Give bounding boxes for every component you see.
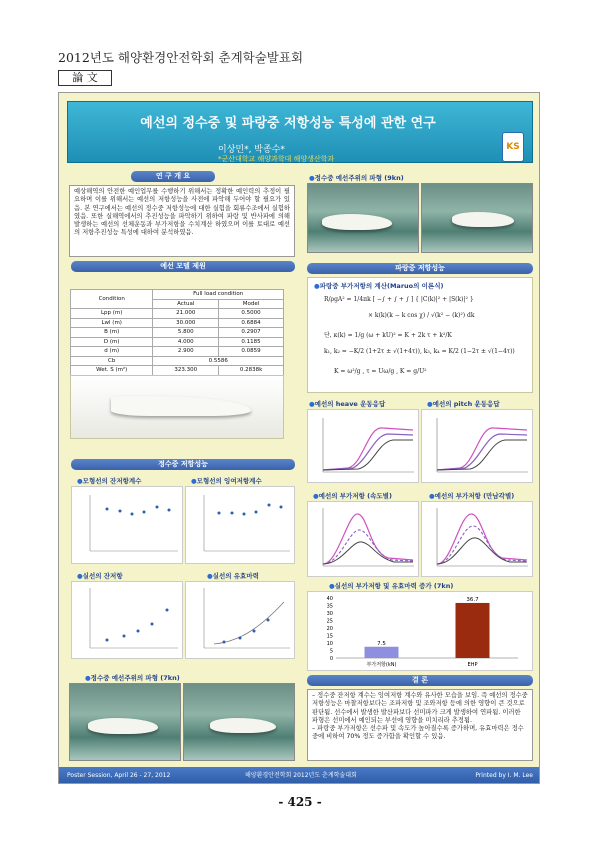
ship-model <box>452 212 514 227</box>
form-point <box>218 512 221 515</box>
table-row: Wet. S (m²) 323.300 0.2838k <box>71 366 284 376</box>
calm-sea-photo-1 <box>307 183 419 253</box>
calm-photo2-heading: ● 정수중 예선주위의 파형 (7kn) <box>85 673 180 682</box>
heave-heading: ● 예선의 heave 운동응답 <box>309 399 385 408</box>
calm-photo-heading: ● 정수중 예선주위의 파형 (9kn) <box>309 173 404 182</box>
formula-4: k₁, k₂ = −K/2 (1+2τ ± √(1+4τ)), k₃, k₄ = K/2 (1−2τ ± √(1−4τ)) <box>324 348 515 355</box>
table-row: B (m) 5.800 0.2907 <box>71 328 284 338</box>
effective-power-chart <box>185 581 295 659</box>
footer-right: Printed by I. M. Lee <box>475 772 533 779</box>
bar-value-label: 7.5 <box>377 640 386 647</box>
pitch-series-2 <box>437 434 527 470</box>
footer-left: Poster Session, April 26 - 27, 2012 <box>67 772 171 779</box>
heave-chart <box>307 409 419 483</box>
friction-point <box>106 508 109 511</box>
poster-title: 예선의 정수중 및 파랑중 저항성능 특성에 관한 연구 <box>140 116 436 131</box>
power-increase-chart <box>307 591 533 671</box>
formula-3: 단, κ(k) = 1/g (ω + kU)² = K + 2k τ + k²/K <box>324 332 452 339</box>
form-factor-chart <box>185 486 295 564</box>
real-point <box>166 609 169 612</box>
poster <box>58 92 540 784</box>
friction-point <box>156 506 159 509</box>
ehp-point <box>239 637 242 640</box>
ship-model <box>210 718 276 733</box>
section-wave: 파랑중 저항성능 <box>307 263 533 274</box>
title-band <box>67 101 533 163</box>
bar-ytick-label: 35 <box>326 603 333 610</box>
table-row: D (m) 4.000 0.1185 <box>71 337 284 347</box>
model-photo <box>70 375 284 439</box>
conclusion-text: – 정수중 잔저항 계수는 잉여저항 계수와 유사한 모습을 보임. 즉 예선의 정수중 저항성능은 마찰저항보다는 조파저항 및 조와저항 등에 의한 영향이 큰 것으로 판단됨. 선수에서 발생한 발산파보다 선미파가 크게 발생하여 연파됨. 이러한 파형은 선미에서 예인되는 부선에 영향을 미치리라 추정됨. – 파랑중 부가저항은 선수파 및 속도가 높아질수록 증가하며, 유효마력은 정수중에 비하여 70% 정도 증가함을 확인할 수 있음. <box>307 689 533 761</box>
university-logo: KS <box>502 132 524 162</box>
bar-0 <box>365 647 399 658</box>
bar-1 <box>456 603 490 658</box>
added-head-chart <box>307 501 419 577</box>
table-row: d (m) 2.900 0.0859 <box>71 347 284 357</box>
friction-point <box>119 510 122 513</box>
bar-ytick-label: 40 <box>326 596 333 602</box>
formula-box <box>307 277 533 393</box>
power-increase-heading: ● 실선의 부가저항 및 유효마력 증가 (7kn) <box>329 581 453 590</box>
formula-heading: ● 파랑중 부가저항의 계산(Maruo의 이론식) <box>314 281 443 290</box>
ehp-point <box>253 630 256 633</box>
form-factor-heading: ● 모형선의 잉여저항계수 <box>191 476 262 485</box>
bar-category-label: EHP <box>467 662 478 668</box>
friction-point <box>143 511 146 514</box>
formula-5: K = ω²/g , τ = Uω/g , K = g/U² <box>334 368 427 375</box>
section-conclusion: 결 론 <box>307 675 533 686</box>
footer-center: 해양환경안전학회 2012년도 춘계학술대회 <box>245 772 357 779</box>
bar-ytick-label: 0 <box>329 656 333 662</box>
added-head-series-3 <box>323 542 413 564</box>
form-point <box>268 504 271 507</box>
real-resistance-heading: ● 실선의 잔저항 <box>77 571 123 580</box>
effective-power-heading: ● 실선의 유효마력 <box>207 571 259 580</box>
heave-series-3 <box>323 440 413 470</box>
article-type-tag: 論 文 <box>58 70 112 86</box>
pitch-heading: ● 예선의 pitch 운동응답 <box>427 399 500 408</box>
real-point <box>123 635 126 638</box>
calm-sea-photo-3 <box>69 683 181 761</box>
ehp-point <box>267 619 270 622</box>
pitch-series-3 <box>437 440 527 470</box>
calm-sea-photo-2 <box>421 183 533 253</box>
formula-2: × k(k)(k − k cos χ) / √(k² − (k)²) dk <box>368 312 475 319</box>
formula-main: R/ρgA² = 1/4πk [ −∫ + ∫ + ∫ ] { |C(k)|² + |S(k)|² } <box>324 296 474 303</box>
table-row: Lwl (m) 30.000 0.6884 <box>71 318 284 328</box>
form-point <box>255 511 258 514</box>
friction-chart <box>71 486 183 564</box>
bar-ytick-label: 15 <box>326 633 333 640</box>
form-point <box>231 512 234 515</box>
real-point <box>151 623 154 626</box>
table-header-model: Model <box>219 299 284 309</box>
bar-value-label: 36.7 <box>466 596 479 603</box>
table-header-actual: Actual <box>153 299 219 309</box>
friction-point <box>168 509 171 512</box>
added-head-heading: ● 예선의 부가저항 (속도별) <box>313 491 392 500</box>
ehp-trend-line <box>214 602 284 644</box>
ship-model <box>322 214 392 230</box>
bar-ytick-label: 25 <box>326 618 333 625</box>
real-point <box>137 630 140 633</box>
bar-ytick-label: 10 <box>326 641 333 647</box>
added-speed-heading: ● 예선의 부가저항 (만남각별) <box>429 491 514 500</box>
calm-sea-photo-4 <box>183 683 295 761</box>
section-overview: 연 구 개 요 <box>131 171 215 182</box>
ehp-point <box>223 641 226 644</box>
bar-ytick-label: 20 <box>326 626 333 632</box>
model-spec-table <box>70 289 284 376</box>
form-point <box>243 513 246 516</box>
friction-heading: ● 모형선의 잔저항계수 <box>77 476 141 485</box>
conference-header: 2012년도 해양환경안전학회 춘계학술발표회 <box>58 50 304 65</box>
section-calm: 정수중 저항성능 <box>71 459 295 470</box>
section-model: 예선 모델 제원 <box>71 261 295 272</box>
bar-ytick-label: 5 <box>329 648 333 655</box>
table-header-condition: Condition <box>71 290 153 309</box>
bar-category-label: 부가저항(kN) <box>366 662 397 668</box>
ship-model <box>88 718 158 734</box>
bar-ytick-label: 30 <box>326 611 333 617</box>
poster-authors: 이상민*, 박종수* <box>218 145 285 155</box>
model-hull <box>111 396 251 416</box>
poster-affiliation: *군산대학교 해양과학대 해양생산학과 <box>218 155 335 163</box>
added-speed-chart <box>421 501 533 577</box>
friction-point <box>131 513 134 516</box>
poster-footer <box>59 767 540 784</box>
added-speed-series-1 <box>437 514 527 564</box>
table-row: Lpp (m) 21.000 0.5000 <box>71 309 284 319</box>
pitch-chart <box>421 409 533 483</box>
page-number: - 425 - <box>278 795 322 809</box>
real-point <box>106 639 109 642</box>
heave-series-2 <box>323 434 413 470</box>
real-resistance-chart <box>71 581 183 659</box>
table-header-group: Full load condition <box>153 290 284 300</box>
form-point <box>280 506 283 509</box>
overview-text: 예상해역의 안전한 예인업무를 수행하기 위해서는 정확한 예인력의 추정이 필요하며 이를 위해서는 예선의 저항성능을 사전에 파악해 두어야 할 필요가 있음. 본 연구에서는 예선의 정수중 저항성능에 대한 실험을 회류수조에서 실험하였음. 또한 실해역에서의 추진성능을 파악하기 위하여 파랑 및 반사파에 의해 발생하는 예선의 선체운동과 부가저항을 수치계산 하였으며 이를 토대로 예선의 저항추진성능 특성에 대하여 분석하였음. <box>69 185 295 257</box>
table-row: Cb 0.5586 <box>71 356 284 366</box>
